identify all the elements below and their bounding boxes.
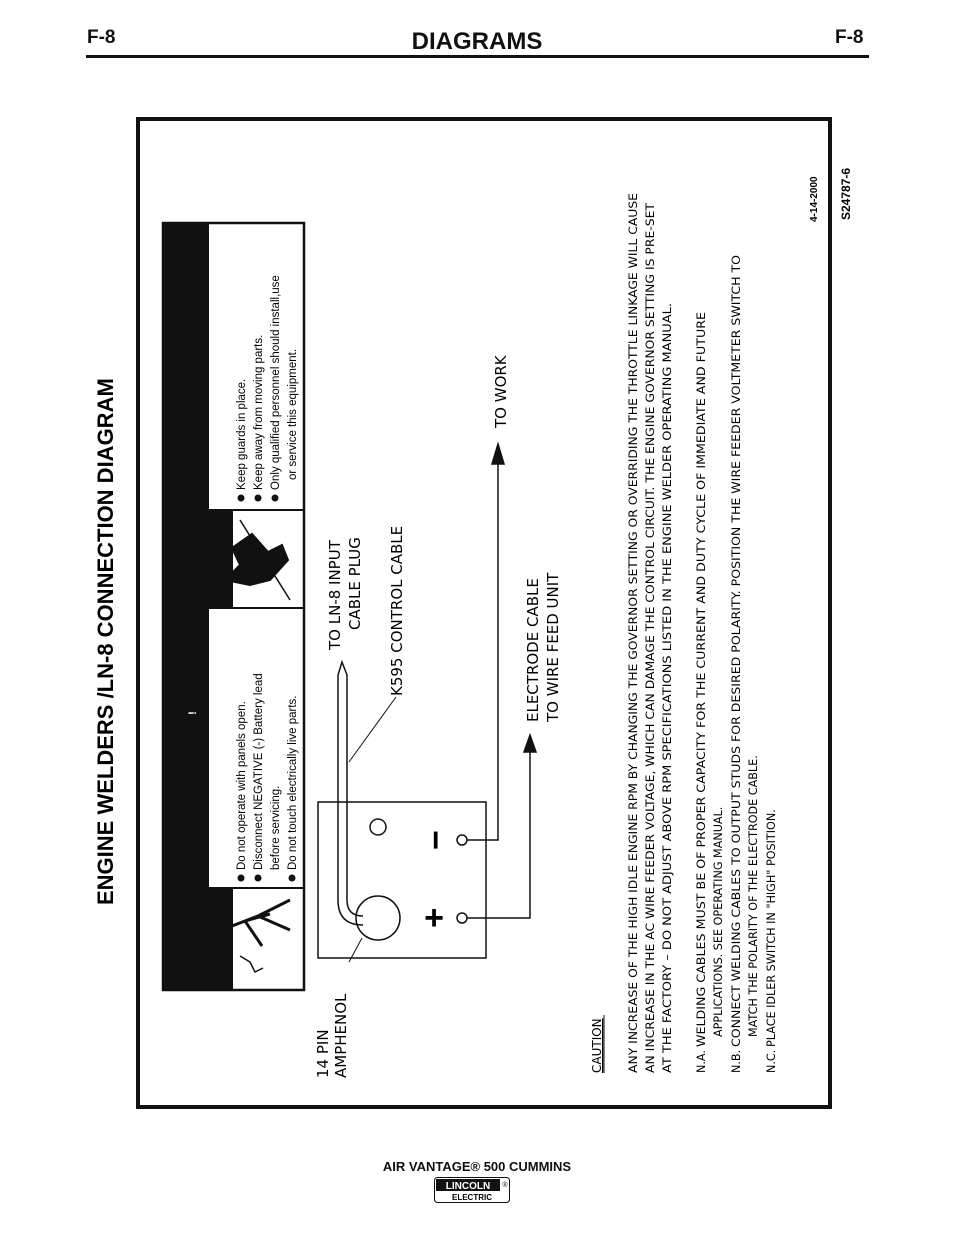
logo-bottom-text: ELECTRIC	[452, 1193, 492, 1202]
caution-line-3: AT THE FACTORY – DO NOT ADJUST ABOVE RPM SPECIFICATIONS LISTED IN THE ENGINE WELDER OPERATING MANUAL.	[661, 408, 674, 1073]
to-work-label: TO WORK	[492, 355, 510, 428]
note-b-line-1: CONNECT WELDING CABLES TO OUTPUT STUDS FOR DESIRED POLARITY. POSITION THE WIRE FEEDER VOLTMETER SWITCH TO	[730, 339, 743, 1047]
negative-stud	[457, 835, 467, 845]
amphenol-label-2: AMPHENOL	[332, 993, 350, 1078]
amphenol-label-1: 14 PIN	[314, 1029, 332, 1078]
drawing-number: S24787-6	[839, 167, 853, 220]
page-number-left: F-8	[87, 27, 116, 48]
warning-left-bullet-2-text: Disconnect NEGATIVE (-) Battery lead	[253, 673, 265, 870]
caution-line-2: AN INCREASE IN THE AC WIRE FEEDER VOLTAGE, WHICH CAN DAMAGE THE CONTROL CIRCUIT. THE ENGINE GOVERNOR SETTING IS PRE-SET	[644, 286, 657, 1073]
warning-heading: WARNING	[165, 483, 213, 690]
negative-sign: −	[417, 830, 455, 850]
note-tag-b: N.B.	[730, 1049, 743, 1073]
warning-left-bullet-2b-text: before servicing.	[270, 785, 282, 870]
warning-left-bullet-3-text: Do not touch electrically live parts.	[287, 695, 299, 870]
caution-text	[627, 193, 674, 1073]
drawing-date: 4-14-2000	[809, 176, 820, 222]
note-a-line-2: APPLICATIONS. SEE OPERATING MANUAL.	[712, 806, 725, 1037]
diagram-title: ENGINE WELDERS /LN-8 CONNECTION DIAGRAM	[93, 378, 118, 905]
input-plug-label-1: TO LN-8 INPUT	[326, 540, 344, 650]
input-plug-label-2: CABLE PLUG	[346, 537, 364, 630]
electrode-label-2: TO WIRE FEED UNIT	[544, 572, 562, 722]
caution-line-1: ANY INCREASE OF THE HIGH IDLE ENGINE RPM BY CHANGING THE GOVERNOR SETTING OR OVERRIDING THE THROTTLE LINKAGE WILL CAUSE	[627, 276, 640, 1073]
positive-stud	[457, 913, 467, 923]
note-b-line-2: MATCH THE POLARITY OF THE ELECTRODE CABLE.	[747, 755, 760, 1037]
electrode-label-1: ELECTRODE CABLE	[524, 578, 542, 722]
control-cable	[338, 662, 363, 925]
logo-reg-mark: ®	[502, 1182, 508, 1189]
positive-sign: +	[424, 899, 444, 937]
note-tag-a: N.A.	[695, 1050, 708, 1073]
warning-right-bullet-3b-text: or service this equipment.	[287, 348, 299, 480]
svg-text:!: !	[187, 711, 199, 715]
logo-top-text: LINCOLN	[445, 1181, 491, 1192]
warning-right-bullet-1-text: Keep guards in place.	[236, 378, 248, 490]
amphenol-connector	[356, 896, 400, 940]
work-cable	[467, 444, 504, 840]
control-cable-label: K595 CONTROL CABLE	[388, 525, 406, 696]
page-title: DIAGRAMS	[411, 28, 543, 55]
warning-left-bullet-1-text: Do not operate with panels open.	[236, 701, 248, 870]
note-a-line-1: WELDING CABLES MUST BE OF PROPER CAPACITY FOR THE CURRENT AND DUTY CYCLE OF IMMEDIATE AND FUTURE	[695, 396, 708, 1047]
note-tag-c: N.C.	[765, 1049, 778, 1073]
footer-model: AIR VANTAGE® 500 CUMMINS	[382, 1159, 572, 1174]
warning-label	[163, 223, 304, 990]
warning-right-bullet-3-text: Only qualified personnel should install,use	[270, 275, 282, 490]
welder-panel	[318, 802, 486, 958]
note-c-line-1: PLACE IDLER SWITCH IN "HIGH" POSITION.	[765, 809, 778, 1047]
caution-heading: CAUTION	[590, 1018, 604, 1073]
electrode-cable	[467, 735, 536, 918]
lincoln-electric-logo	[434, 1177, 510, 1203]
page-number-right: F-8	[835, 27, 864, 48]
notes	[695, 255, 778, 1073]
warning-right-bullet-2-text: Keep away from moving parts.	[253, 334, 265, 490]
